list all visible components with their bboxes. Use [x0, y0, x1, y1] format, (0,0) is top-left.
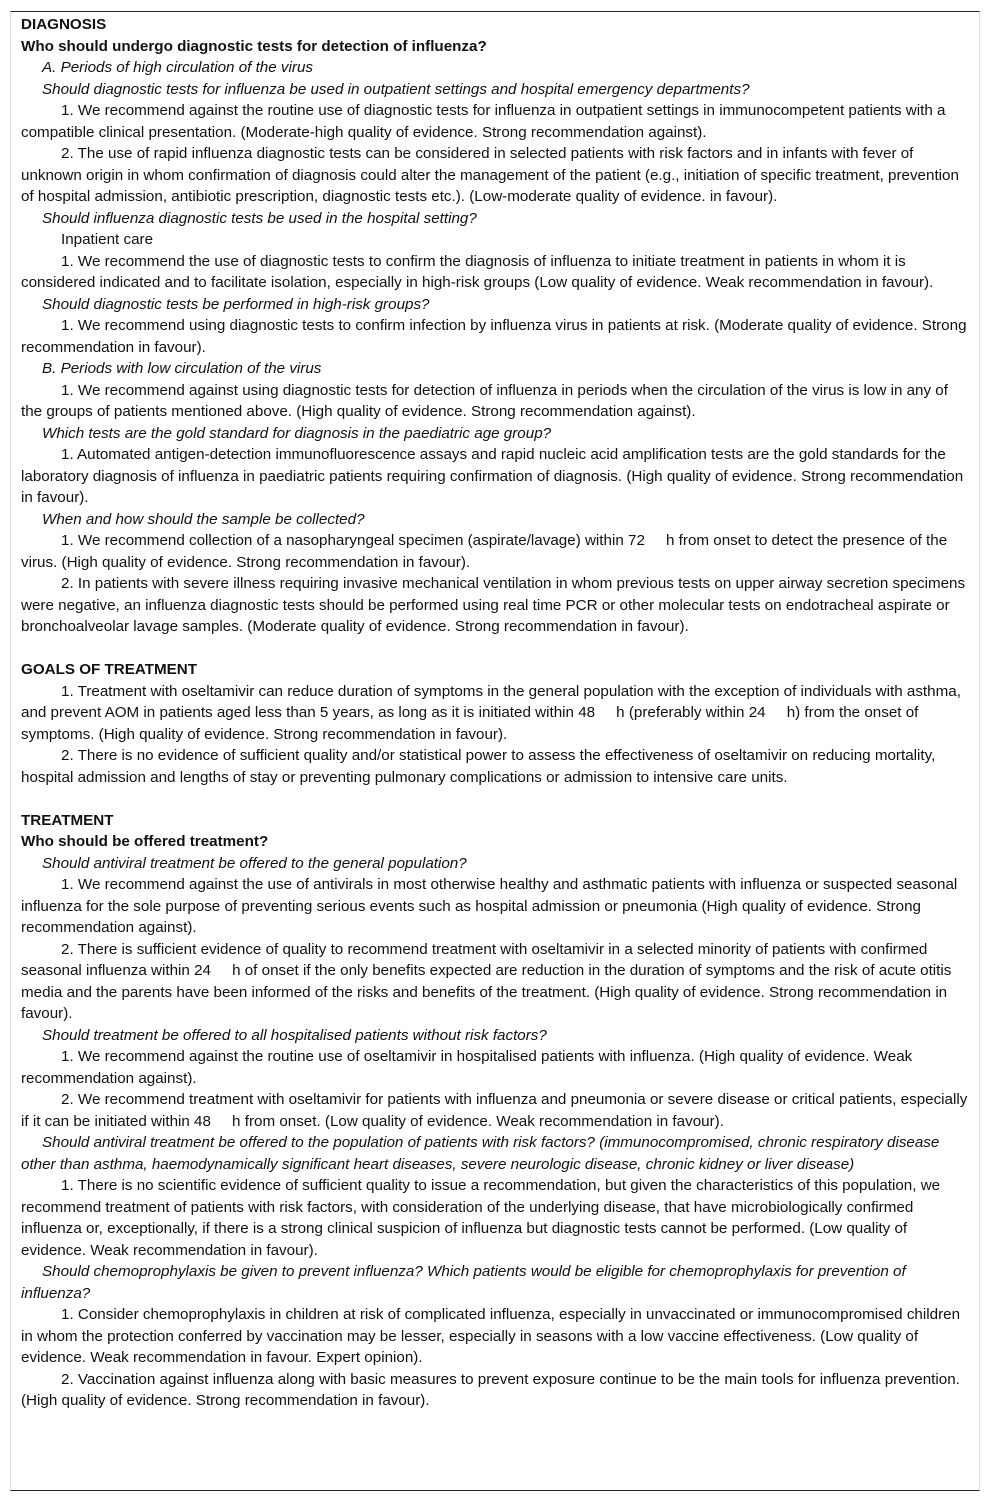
recommendation: 1. Treatment with oseltamivir can reduce duration of symptoms in the general population with the exception of individuals with asthma, and prevent AOM in patients aged less than 5 years, as long as it is initiated within 48 h (preferably within 24 h) from the onset of symptoms. (High quality of evidence. Strong recommendation in favour). [21, 682, 961, 743]
subsection-question: Should antiviral treatment be offered to the general population? [42, 854, 467, 872]
section-spacer [21, 788, 969, 810]
recommendation: 1. We recommend against the routine use of oseltamivir in hospitalised patients with influenza. (High quality of evidence. Weak recommendation against). [21, 1048, 913, 1087]
recommendation: 2. Vaccination against influenza along with basic measures to prevent exposure continue to be the main tools for influenza prevention. (High quality of evidence. Strong recommendation in favour). [21, 1370, 960, 1409]
subsection-question: Which tests are the gold standard for diagnosis in the paediatric age group? [42, 424, 552, 442]
subsection-question: Should diagnostic tests be performed in high-risk groups? [42, 295, 430, 313]
section-spacer [21, 638, 969, 660]
section-heading: TREATMENT [21, 811, 114, 829]
subsection-question: Should diagnostic tests for influenza be used in outpatient settings and hospital emergency departments? [42, 80, 750, 98]
subsection-question: Should chemoprophylaxis be given to prevent influenza? Which patients would be eligible for chemoprophylaxis for prevention of influenza? [21, 1263, 906, 1302]
subsection-question: When and how should the sample be collected? [42, 510, 365, 528]
subsection-question: Should influenza diagnostic tests be used in the hospital setting? [42, 209, 477, 227]
recommendation: 1. We recommend against using diagnostic tests for detection of influenza in periods when the circulation of the virus is low in any of the groups of patients mentioned above. (High quality of evidence. Strong recommendation against). [21, 381, 948, 420]
section-question: Who should undergo diagnostic tests for detection of influenza? [21, 37, 487, 55]
recommendation: 1. We recommend against the routine use of diagnostic tests for influenza in outpatient settings in immunocompetent patients with a compatible clinical presentation. (Moderate-high quality of evidence. Strong recommendation against). [21, 102, 946, 141]
recommendations-document [10, 11, 980, 1491]
recommendation: 2. There is sufficient evidence of quality to recommend treatment with oseltamivir in a selected minority of patients with confirmed seasonal influenza within 24 h of onset if the only benefits expected are reduction in the duration of symptoms and the risk of acute otitis media and the parents have been informed of the risks and benefits of the treatment. (High quality of evidence. Strong recommendation in favour). [21, 940, 952, 1022]
section-heading: GOALS OF TREATMENT [21, 661, 198, 678]
recommendation: 1. We recommend the use of diagnostic tests to confirm the diagnosis of influenza to initiate treatment in patients in whom it is considered indicated and to facilitate isolation, especially in high-risk groups (Low quality of evidence. Weak recommendation in favour). [21, 252, 934, 291]
recommendation: 2. The use of rapid influenza diagnostic tests can be considered in selected patients with risk factors and in infants with fever of unknown origin in whom confirmation of diagnosis could alter the management of the patient (e.g., initiation of specific treatment, prevention of hospital admission, antibiotic prescription, diagnostic tests etc.). (Low-moderate quality of evidence. in favour). [21, 145, 959, 205]
recommendation: 1. There is no scientific evidence of sufficient quality to issue a recommendation, but given the characteristics of this population, we recommend treatment of patients with risk factors, with consideration of the underlying disease, that have microbiologically confirmed influenza or, exceptionally, if there is a strong clinical suspicion of influenza but diagnostic tests cannot be performed. (Low quality of evidence. Weak recommendation in favour). [21, 1177, 941, 1259]
recommendation: 1. Automated antigen-detection immunofluorescence assays and rapid nucleic acid amplification tests are the gold standards for the laboratory diagnosis of influenza in paediatric patients requiring confirmation of diagnosis. (High quality of evidence. Strong recommendation in favour). [21, 446, 964, 506]
subsection-question: B. Periods with low circulation of the virus [42, 360, 322, 377]
recommendation: 1. Consider chemoprophylaxis in children at risk of complicated influenza, especially in unvaccinated or immunocompromised children in whom the protection conferred by vaccination may be lesser, especially in seasons with a low vaccine effectiveness. (Low quality of evidence. Weak recommendation in favour. Expert opinion). [21, 1306, 961, 1366]
section-question: Who should be offered treatment? [21, 833, 269, 850]
recommendation: 1. We recommend collection of a nasopharyngeal specimen (aspirate/lavage) within 72 h from onset to detect the presence of the virus. (High quality of evidence. Strong recommendation in favour). [21, 532, 948, 571]
recommendation: 1. We recommend against the use of antivirals in most otherwise healthy and asthmatic patients with influenza or suspected seasonal influenza for the sole purpose of preventing serious events such as hospital admission or pneumonia (High quality of evidence. Strong recommendation against). [21, 876, 958, 936]
subheading: Inpatient care [61, 231, 154, 248]
recommendation: 2. There is no evidence of sufficient quality and/or statistical power to assess the effectiveness of oseltamivir on reducing mortality, hospital admission and lengths of stay or preventing pulmonary complications or admission to intensive care units. [21, 747, 936, 786]
recommendation: 2. We recommend treatment with oseltamivir for patients with influenza and pneumonia or severe disease or critical patients, especially if it can be initiated within 48 h from onset. (Low quality of evidence. Weak recommendation in favour). [21, 1091, 968, 1130]
subsection-question: Should treatment be offered to all hospitalised patients without risk factors? [42, 1026, 547, 1044]
recommendation: 2. In patients with severe illness requiring invasive mechanical ventilation in whom previous tests on upper airway secretion specimens were negative, an influenza diagnostic tests should be performed using real time PCR or other molecular tests on endotracheal aspirate or bronchoalveolar lavage samples. (Moderate quality of evidence. Strong recommendation in favour). [21, 575, 966, 635]
recommendation: 1. We recommend using diagnostic tests to confirm infection by influenza virus in patients at risk. (Moderate quality of evidence. Strong recommendation in favour). [21, 317, 967, 356]
subsection-question: Should antiviral treatment be offered to the population of patients with risk factors? (immunocompromised, chronic respiratory disease other than asthma, haemodynamically significant heart diseases, severe neurologic disease, chronic kidney or liver disease) [21, 1134, 940, 1173]
subsection-question: A. Periods of high circulation of the virus [42, 59, 313, 76]
section-heading: DIAGNOSIS [21, 16, 107, 33]
